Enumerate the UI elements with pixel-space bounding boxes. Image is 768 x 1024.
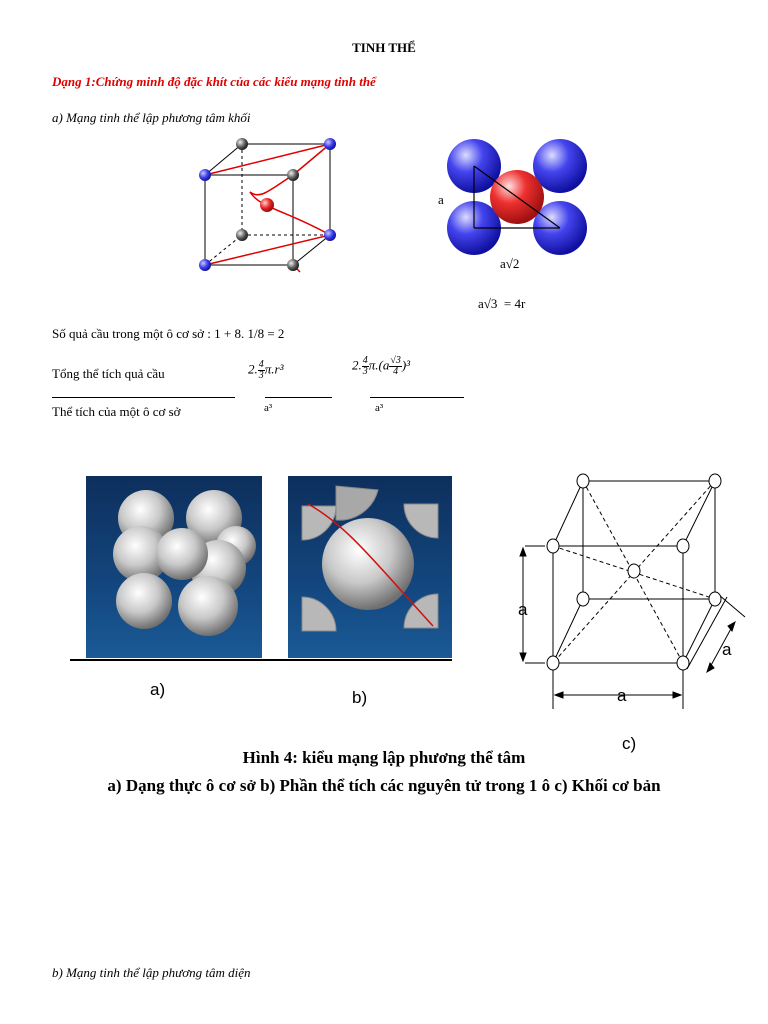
formula-1-numerator [248, 360, 283, 381]
fraction-numerator: √3 [390, 355, 401, 366]
dim-bottom-label: a [617, 686, 627, 705]
corner-atom [199, 169, 211, 181]
fraction-bar [370, 397, 464, 398]
corner-atom [324, 138, 336, 150]
diagonal-label: a√2 [500, 256, 520, 271]
lattice-node [709, 592, 721, 606]
ratio-numerator-label: Tổng thể tích quả cầu [52, 366, 165, 381]
lattice-node [677, 539, 689, 553]
formula-1-denominator: a³ [264, 402, 273, 414]
lattice-node [709, 474, 721, 488]
coefficient: 2. [352, 357, 362, 373]
panel-b-render [288, 476, 452, 658]
dim-right-label: a [722, 640, 732, 659]
center-atom [260, 198, 274, 212]
lattice-node [547, 539, 559, 553]
corner-atom [324, 229, 336, 241]
figure-caption-description: a) Dạng thực ô cơ sở b) Phần thể tích các nguyên tử trong 1 ô c) Khối cơ bản [107, 776, 661, 795]
fraction-numerator: 4 [362, 355, 368, 366]
fraction [389, 356, 402, 377]
subsection-b-title: b) Mạng tinh thể lập phương tâm diện [52, 965, 251, 980]
bcc-cube-diagram [190, 130, 350, 280]
panel-b-label: b) [352, 688, 368, 707]
atom-count-line: Số quả cầu trong một ô cơ sở : 1 + 8. 1/8 = 2 [52, 326, 285, 341]
panel-a-render [86, 476, 262, 658]
panel-c-label: c) [622, 734, 637, 753]
page-title: TINH THỂ [352, 40, 416, 55]
formula-2-numerator [352, 356, 410, 377]
panel-c-cube-drawing [495, 465, 760, 715]
corner-atom [287, 169, 299, 181]
formula-2-denominator: a³ [375, 402, 384, 414]
fraction-numerator: 4 [258, 359, 264, 370]
ratio-denominator-label: Thể tích của một ô cơ sở [52, 404, 181, 419]
panel-a-label: a) [150, 680, 166, 699]
formula-term: π.r³ [264, 361, 284, 377]
sphere-packing-diagram [430, 130, 600, 275]
lattice-node [577, 592, 589, 606]
fraction [258, 360, 265, 381]
coefficient: 2. [248, 361, 258, 377]
relation-equation: a√3 = 4r [478, 296, 526, 311]
figure-caption-title: Hình 4: kiểu mạng lập phương thể tâm [242, 748, 526, 767]
formula-term: )³ [401, 357, 411, 373]
subsection-a-title: a) Mạng tinh thể lập phương tâm khối [52, 110, 251, 125]
edge-label-a: a [438, 192, 444, 207]
corner-atom [236, 229, 248, 241]
corner-atom [236, 138, 248, 150]
section-heading: Dạng 1:Chứng minh độ đặc khít của các kiểu mạng tinh thể [52, 74, 376, 89]
fraction-bar [52, 397, 235, 398]
fraction [362, 356, 369, 377]
center-node [628, 564, 640, 578]
lattice-node [577, 474, 589, 488]
fraction-denominator: 4 [393, 366, 399, 377]
corner-atom [287, 259, 299, 271]
formula-term: π.(a [368, 357, 390, 373]
lattice-node [547, 656, 559, 670]
figure-baseline [70, 659, 452, 661]
lattice-node [677, 656, 689, 670]
fraction-bar [265, 397, 332, 398]
dim-left-label: a [518, 600, 528, 619]
corner-atom [199, 259, 211, 271]
fraction-denominator: 3 [362, 366, 368, 377]
fraction-denominator: 3 [258, 370, 264, 381]
